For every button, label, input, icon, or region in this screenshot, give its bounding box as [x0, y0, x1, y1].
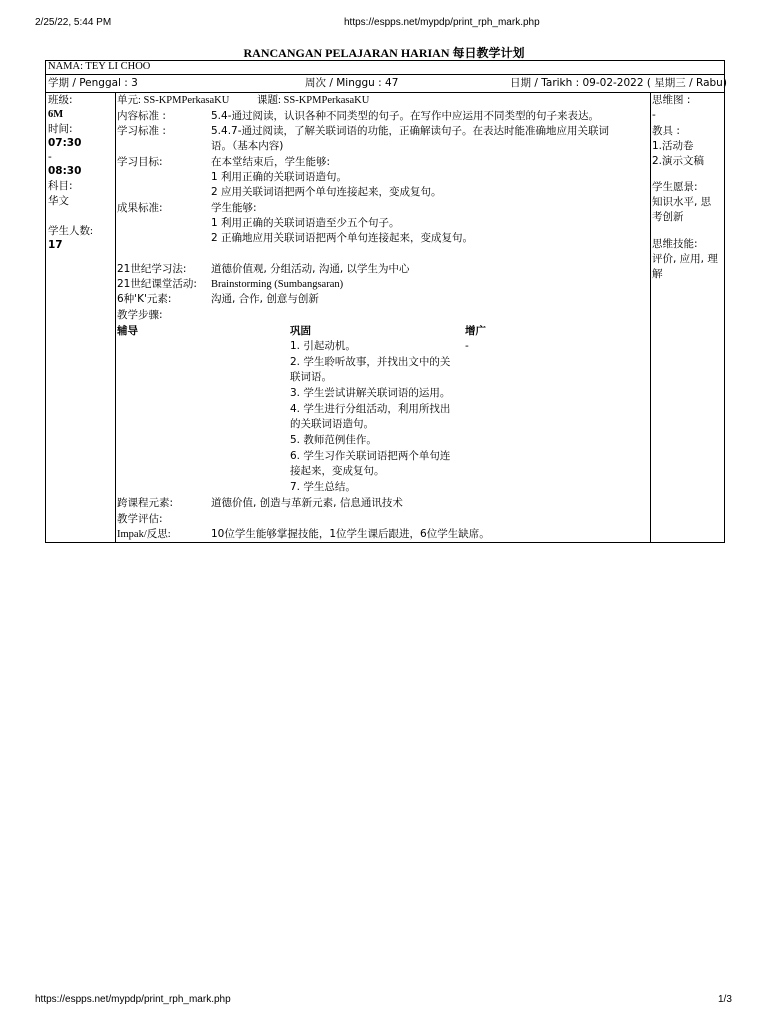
column-fudao: 辅导	[117, 325, 138, 337]
mindmap-label: 思维图 :	[652, 94, 691, 106]
column-zengguang: 增广	[465, 325, 486, 337]
page-count: 1/3	[718, 994, 732, 1005]
teaching-aid-2: 2.演示文稿	[652, 155, 705, 167]
assessment-label: 教学评估:	[117, 513, 163, 525]
thinking-skills-label: 思维技能:	[652, 238, 698, 250]
teaching-aids-label: 教具 :	[652, 125, 680, 137]
teaching-aid-1: 1.活动卷	[652, 140, 694, 152]
pedagogy-21c-value: 道德价值观, 分组活动, 沟通, 以学生为中心	[211, 263, 410, 275]
class-value: 6M	[48, 109, 64, 120]
column-divider-left	[115, 92, 116, 543]
objective-intro: 在本堂结束后，学生能够:	[211, 156, 331, 168]
zengguang-value: -	[465, 340, 469, 352]
teaching-steps-label: 教学步骤:	[117, 309, 163, 321]
date: 日期 / Tarikh : 09-02-2022 ( 星期三 / Rabu)	[510, 77, 727, 89]
content-standard-value: 5.4-通过阅读，认识各种不同类型的句子。在写作中应运用不同类型的句子来表达。	[211, 110, 599, 122]
success-criteria-1: 1 利用正确的关联词语造至少五个句子。	[211, 217, 400, 229]
print-datetime: 2/25/22, 5:44 PM	[35, 17, 112, 28]
teacher-name: NAMA: TEY LI CHOO	[48, 61, 151, 72]
success-criteria-label: 成果标准:	[117, 202, 163, 214]
cross-curricular-value: 道德价值, 创造与革新元素, 信息通讯技术	[211, 497, 403, 509]
week: 周次 / Minggu : 47	[305, 77, 399, 89]
step-7: 7. 学生总结。	[290, 481, 356, 493]
pedagogy-21c-label: 21世纪学习法:	[117, 263, 187, 275]
step-2-line-2: 联词语。	[290, 371, 332, 383]
print-url-bottom: https://espps.net/mypdp/print_rph_mark.php	[35, 994, 231, 1005]
step-5: 5. 教师范例佳作。	[290, 434, 377, 446]
time-end: 08:30	[48, 165, 82, 177]
success-criteria-intro: 学生能够:	[211, 202, 257, 214]
six-k-label: 6种'K'元素:	[117, 293, 172, 305]
step-6-line-1: 6. 学生习作关联词语把两个单句连	[290, 450, 451, 462]
success-criteria-2: 2 正确地应用关联词语把两个单句连接起来，变成复句。	[211, 232, 474, 244]
row-divider-name	[45, 74, 725, 75]
subject-value: 华文	[48, 195, 69, 207]
students-label: 学生人数:	[48, 226, 93, 237]
print-url-top: https://espps.net/mypdp/print_rph_mark.php	[344, 17, 540, 28]
subject-label: 科目:	[48, 180, 73, 192]
objective-label: 学习目标:	[117, 156, 163, 168]
document-title: RANCANGAN PELAJARAN HARIAN 每日教学计划	[243, 46, 525, 60]
time-start: 07:30	[48, 137, 82, 149]
learning-standard-line-1: 5.4.7-通过阅读，了解关联词语的功能，正确解读句子。在表达时能准确地应用关联词	[211, 125, 610, 137]
step-3: 3. 学生尝试讲解关联词语的运用。	[290, 387, 451, 399]
column-divider-right	[650, 92, 651, 543]
impact-value: 10位学生能够掌握技能，1位学生课后跟进，6位学生缺席。	[211, 528, 490, 540]
six-k-value: 沟通, 合作, 创意与创新	[211, 293, 319, 305]
objective-2: 2 应用关联词语把两个单句连接起来，变成复句。	[211, 186, 442, 198]
step-6-line-2: 接起来，变成复句。	[290, 465, 385, 477]
semester: 学期 / Penggal : 3	[48, 77, 138, 89]
unit: 单元: SS-KPMPerkasaKU	[117, 95, 230, 106]
column-gonggu: 巩固	[290, 325, 311, 337]
thinking-skills-line-1: 评价, 应用, 理	[652, 253, 718, 265]
students-value: 17	[48, 239, 63, 251]
step-2-line-1: 2. 学生聆听故事，并找出文中的关	[290, 356, 451, 368]
step-1: 1. 引起动机。	[290, 340, 356, 352]
content-standard-label: 内容标准 :	[117, 110, 166, 122]
time-dash: -	[48, 151, 52, 163]
learning-standard-line-2: 语。（基本内容)	[211, 140, 284, 152]
time-label: 时间:	[48, 123, 73, 135]
student-vision-line-2: 考创新	[652, 211, 684, 223]
learning-standard-label: 学习标准 :	[117, 125, 166, 137]
thinking-skills-line-2: 解	[652, 268, 663, 280]
student-vision-line-1: 知识水平, 思	[652, 196, 712, 208]
impact-label: Impak/反思:	[117, 529, 171, 540]
activity-21c-value: Brainstorming (Sumbangsaran)	[211, 279, 344, 290]
mindmap-value: -	[652, 109, 656, 121]
class-label: 班级:	[48, 94, 73, 106]
objective-1: 1 利用正确的关联词语造句。	[211, 171, 348, 183]
activity-21c-label: 21世纪课堂活动:	[117, 278, 197, 290]
step-4-line-1: 4. 学生进行分组活动，利用所找出	[290, 403, 451, 415]
step-4-line-2: 的关联词语造句。	[290, 418, 374, 430]
cross-curricular-label: 跨课程元素:	[117, 497, 174, 509]
student-vision-label: 学生愿景:	[652, 181, 698, 193]
topic: 课题: SS-KPMPerkasaKU	[257, 95, 370, 106]
